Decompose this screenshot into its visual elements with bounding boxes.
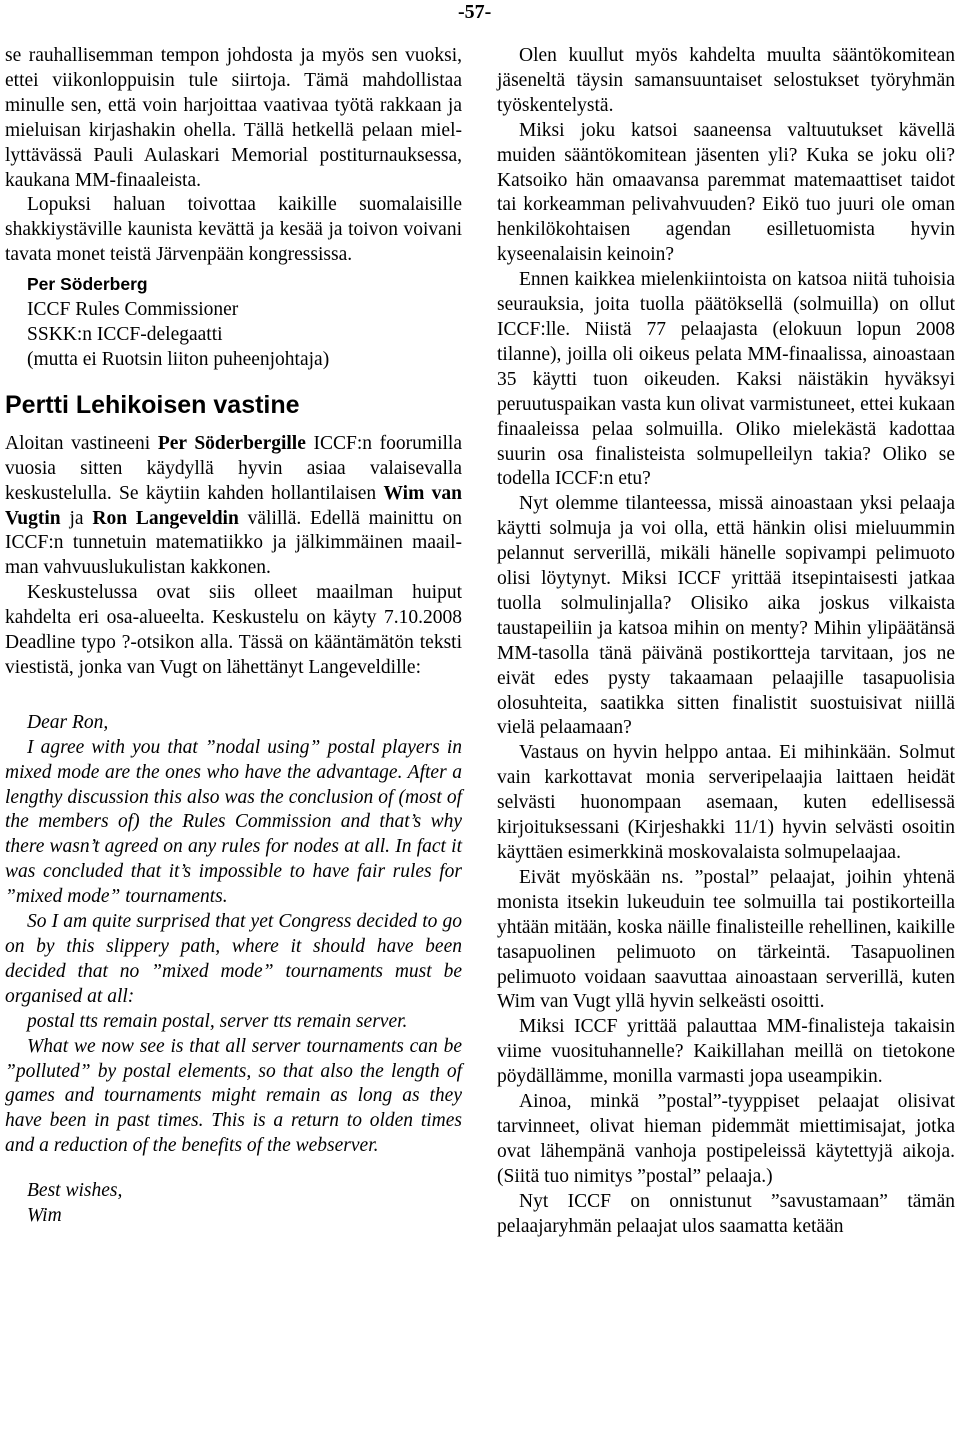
person-name: Wim van Vugtin xyxy=(5,482,463,529)
body-paragraph: Nyt olemme tilanteessa, missä ainoastaan yksi pelaaja käytti solmuja ja voi olla, että hänkin olisi mieluummin pelannut serverillä, mikäli hänelle sopivampi pelimuoto olisi löytynyt. Miksi ICCF yrittää itsepintaisesti jatkaa tuolla solmulinjalla? Olisiko aika joskus vilkaista taustapeiliin ja katsoa mihin on menty? Mihin ylipäätänsä MM-tasolla tänä päivänä postikortteja tarvitaan, jos ne eivät edes pysty takaamaan pelaajille tasapuolisia olosuhteita, saatikka sitten finalistit suostuisivat niillä vielä pelaamaan? xyxy=(497,493,955,739)
body-paragraph: Keskustelussa ovat siis olleet maailman huiput kahdelta eri osa-alueelta. Keskustelu on käyty 7.10.2008 Deadline typo ?-otsikon alla. Tässä on kääntämätön teksti viestistä, jonka van Vugt on lähettänyt Langeveldille: xyxy=(5,582,462,678)
body-paragraph: Olen kuullut myös kahdelta muulta sääntökomitean jäseneltä täysin samansuuntaiset selostukset työryhmän työskentelystä. xyxy=(497,45,955,116)
letter-signature: Wim xyxy=(27,1205,62,1227)
text-run: Aloitan vastineeni xyxy=(5,432,158,454)
intro-paragraph: se rauhallisemman tempon johdosta ja myös sen vuoksi, ettei viikonloppuisin tule siirtoja. Tämä mahdollistaa minulle sen, että voin harjoittaa vaativaa työtä rakkaan ja mieluisan kirjashakin ohella. Tällä hetkellä pelaan miellyttävässä Pauli Aulaskari Memorial postiturnauksessa, kaukana MM-finaaleista. xyxy=(5,45,462,191)
person-name: Ron Langeveldin xyxy=(92,507,239,529)
letter-closing: Best wishes, xyxy=(27,1180,123,1202)
body-paragraph: Vastaus on hyvin helppo antaa. Ei mihinkään. Solmut vain karkottavat monia serveripelaajia laittaen heidät selvästi huonompaan asemaan, kuten edellisessä kirjoituksessani (Kirjeshakki 11/1) hyvin selvästi osoitin käyttäen esimerkkinä moskovalaista solmupelaajaa. xyxy=(497,742,955,863)
text-run: ICCF:n foorumilla vuosia sitten käydyllä hyvin asiaa valaisevalla keskustelulla. Se käytiin kahden hollantilaisen xyxy=(5,432,462,504)
text-run: ja xyxy=(60,507,93,529)
signature-name: Per Söderberg xyxy=(27,274,148,295)
article-heading: Pertti Lehikoisen vastine xyxy=(5,390,300,419)
letter-greeting: Dear Ron, xyxy=(27,711,109,733)
letter-paragraph: postal tts remain postal, server tts remain server. xyxy=(27,1010,408,1032)
letter-paragraph: What we now see is that all server tournaments can be ”polluted” by postal elements, so that also the length of games and tournaments might remain as long as they have been in past times. This is a return to olden times and a reduction of the benefits of the webserver. xyxy=(5,1035,462,1157)
quoted-letter xyxy=(5,711,462,1229)
signature-name-line xyxy=(5,272,462,298)
left-column xyxy=(5,44,462,1229)
text-run: välillä. Edellä mainittu on ICCF:n tunnetuin matematiikko ja jälkimmäinen maailman vahvuuslukulistan kakkonen. xyxy=(5,507,462,579)
signature-note: (mutta ei Ruotsin liiton puheenjohtaja) xyxy=(27,348,330,370)
body-paragraph: Miksi ICCF yrittää palauttaa MM-finalisteja takaisin viime vuosituhannelle? Kaikillahan meillä on tietokone pöydällämme, monilla varmasti jopa useampikin. xyxy=(497,1016,955,1088)
letter-paragraph: So I am quite surprised that yet Congress decided to go on by this slippery path, where it should have been decided that no ”mixed mode” tournaments must be organised at all: xyxy=(5,911,462,1007)
signature-title: ICCF Rules Commissioner xyxy=(27,299,239,321)
signature-role: SSKK:n ICCF-delegaatti xyxy=(27,323,223,345)
intro-paragraph: Lopuksi haluan toivottaa kaikille suomalaisille shakkiystäville kaunista kevättä ja kesää ja toivon voivani tavata monet teistä Järvenpään kongressissa. xyxy=(5,194,462,266)
page-number: -57- xyxy=(458,1,492,23)
body-paragraph: Miksi joku katsoi saaneensa valtuutukset kävellä muiden sääntökomitean jäsenten yli? Kuka se joku oli? Katsoiko hän omaavansa paremmat matemaattiset taidot tai korkeamman pelivahvuuden? Eikö tuo juuri ole oman henkilökohtaisen agendan esilletuomista hyvin kyseenalaisin keinoin? xyxy=(497,119,955,266)
person-name: Per Söderbergille xyxy=(157,432,306,454)
letter-paragraph: I agree with you that ”nodal using” postal players in mixed mode are the ones who have the advantage. After a lengthy discussion this also was the conclusion of (most of the members of) the Rules Commission and that’s why there wasn’t agreed on any rules for nodes at all. In fact it was concluded that it’s impossible to have fair rules for ”mixed mode” tournaments. xyxy=(5,736,462,908)
body-paragraph: Ennen kaikkea mielenkiintoista on katsoa niitä tuhoisia seurauksia, joita tuolla päätöksellä (solmuilla) on ollut ICCF:lle. Niistä 77 pelaajasta (elokuun lopun 2008 tilanne), joilla oli oikeus pelata MM-finaalissa, ainoastaan 35 käytti tuon oikeuden. Kaksi näistäkin hyväksyi peruutuspaikan vasta kun olivat varmistuneet, ettei kukaan finaaleissa pelaa solmuilla. Oliko mielekästä kadottaa suurin osa finalisteista solmupelleilyn takia? Oliko se todella ICCF:n etu? xyxy=(497,269,955,490)
body-paragraph xyxy=(5,432,462,581)
body-paragraph: Eivät myöskään ns. ”postal” pelaajat, joihin yhtenä monista itsekin lukeuduin tee solmuilla tai postikorteilla yhtään mitään, koska näille finalisteille rehellinen, kaikille tasapuolinen pelimuoto on tärkeintä. Tasapuolinen pelimuoto voidaan saavuttaa ainoastaan serverillä, kuten Wim van Vugt yllä hyvin selkeästi osoitti. xyxy=(497,866,955,1013)
right-column xyxy=(497,44,955,1240)
body-paragraph: Nyt ICCF on onnistunut ”savustamaan” tämän pelaajaryhmän pelaajat ulos saamatta ketään xyxy=(497,1190,955,1237)
author-signature xyxy=(5,272,462,373)
body-paragraph: Ainoa, minkä ”postal”-tyyppiset pelaajat olisivat tarvinneet, olivat hieman pidemmät miettimisajat, jotka ovat lähempänä vanhoja postipeleissä käytettyjä aikoja. (Siitä tuo nimitys ”postal” pelaaja.) xyxy=(497,1091,955,1187)
